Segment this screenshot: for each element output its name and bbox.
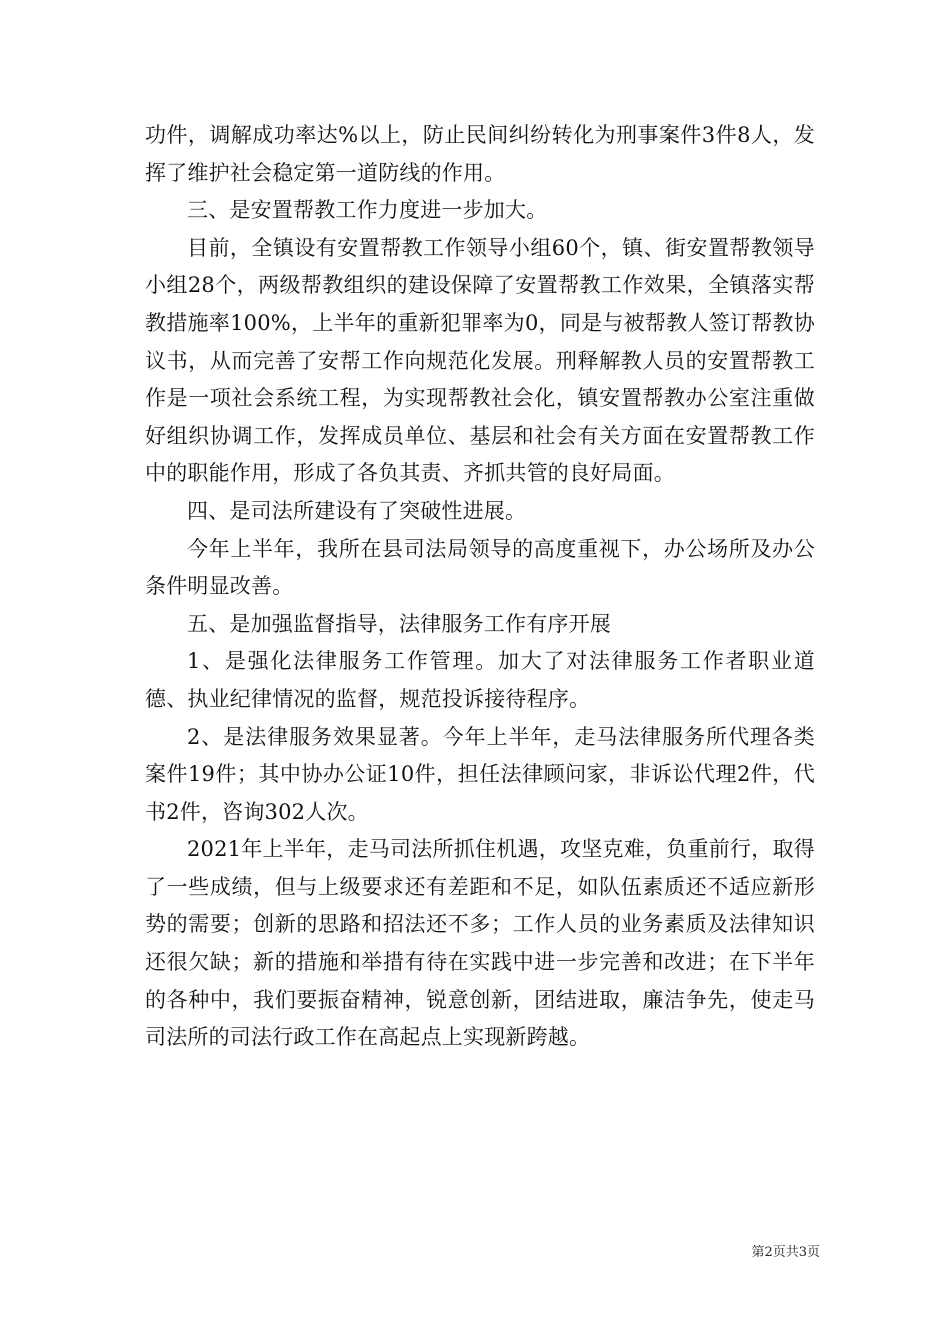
document-body — [145, 117, 815, 1057]
paragraph-item-2: 2、是法律服务效果显著。今年上半年，走马法律服务所代理各类案件19件；其中协办公证10件，担任法律顾问家，非诉讼代理2件，代书2件，咨询302人次。 — [145, 724, 815, 824]
section-heading-3: 三、是安置帮教工作力度进一步加大。 — [187, 198, 548, 223]
section-heading-5: 五、是加强监督指导，法律服务工作有序开展 — [187, 611, 611, 636]
paragraph-item-1: 1、是强化法律服务工作管理。加大了对法律服务工作者职业道德、执业纪律情况的监督，规范投诉接待程序。 — [145, 649, 815, 711]
paragraph-office-improvement: 今年上半年，我所在县司法局领导的高度重视下，办公场所及办公条件明显改善。 — [145, 536, 815, 599]
paragraph-summary: 2021年上半年，走马司法所抓住机遇，攻坚克难，负重前行，取得了一些成绩，但与上级要求还有差距和不足，如队伍素质还不适应新形势的需要；创新的思路和招法还不多；工作人员的业务素质及法律知识还很欠缺；新的措施和举措有待在实践中进一步完善和改进；在下半年的各种中，我们要振奋精神，锐意创新，团结进取，廉洁争先，使走马司法所的司法行政工作在高起点上实现新跨越。 — [145, 837, 815, 1050]
paragraph-resettlement: 目前，全镇设有安置帮教工作领导小组60个，镇、街安置帮教领导小组28个，两级帮教组织的建设保障了安置帮教工作效果，全镇落实帮教措施率100%，上半年的重新犯罪率为0，同是与被帮教人签订帮教协议书，从而完善了安帮工作向规范化发展。刑释解教人员的安置帮教工作是一项社会系统工程，为实现帮教社会化，镇安置帮教办公室注重做好组织协调工作，发挥成员单位、基层和社会有关方面在安置帮教工作中的职能作用，形成了各负其责、齐抓共管的良好局面。 — [145, 235, 815, 486]
paragraph-continuation: 功件，调解成功率达%以上，防止民间纠纷转化为刑事案件3件8人，发挥了维护社会稳定第一道防线的作用。 — [145, 123, 815, 185]
page-number: 第2页共3页 — [751, 1245, 820, 1260]
section-heading-4: 四、是司法所建设有了突破性进展。 — [187, 498, 527, 523]
